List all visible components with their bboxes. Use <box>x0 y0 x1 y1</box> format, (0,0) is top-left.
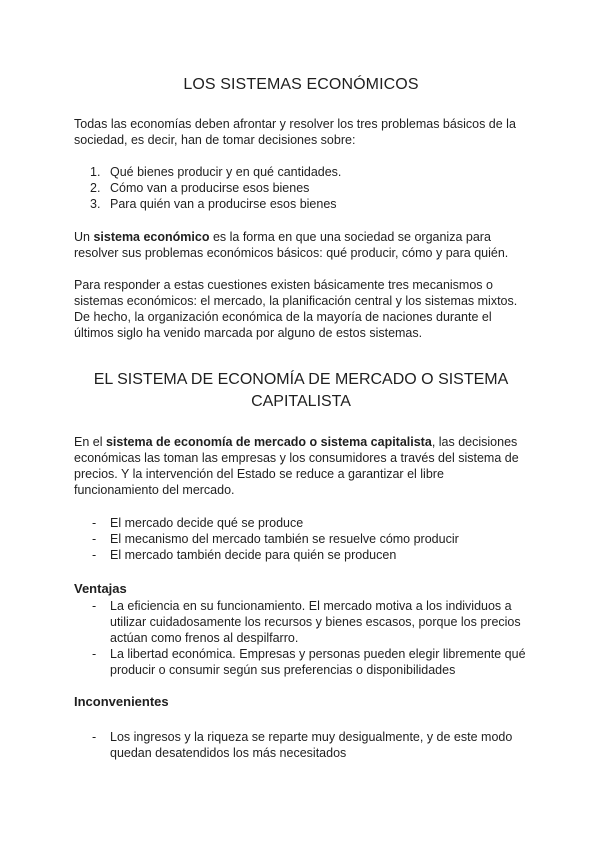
advantages-heading: Ventajas <box>74 581 127 596</box>
drawbacks-heading: Inconvenientes <box>74 694 169 709</box>
section-title: EL SISTEMA DE ECONOMÍA DE MERCADO O SISTEMA CAPITALISTA <box>93 371 509 410</box>
market-definition-paragraph: En el sistema de economía de mercado o sistema capitalista, las decisiones económicas las toman las empresas y los consumidores a través del sistema de precios. Y la intervención del Estado se reduce a garantizar el libre funcionamiento del mercado. <box>74 435 519 497</box>
definition-paragraph: Un sistema económico es la forma en que una sociedad se organiza para resolver sus problemas económicos básicos: qué producir, cómo y para quién. <box>74 230 509 260</box>
market-points-list <box>74 515 528 563</box>
list-item: - El mercado también decide para quién se producen <box>92 548 397 562</box>
list-item: - La libertad económica. Empresas y personas pueden elegir libremente qué producir o consumir según sus preferencias o disponibilidades <box>92 647 526 677</box>
list-item: 2. Cómo van a producirse esos bienes <box>90 181 310 195</box>
list-item: 3. Para quién van a producirse esos bienes <box>90 197 337 211</box>
list-item: - La eficiencia en su funcionamiento. El mercado motiva a los individuos a utilizar cuidadosamente los recursos y bienes escasos, porque los precios actúan como frenos al despilfarro. <box>92 599 521 645</box>
list-item: 1. Qué bienes producir y en qué cantidades. <box>90 165 342 179</box>
definition-term: sistema económico <box>93 230 210 244</box>
document-title: LOS SISTEMAS ECONÓMICOS <box>183 76 419 93</box>
document-body <box>74 74 528 761</box>
intro-paragraph: Todas las economías deben afrontar y resolver los tres problemas básicos de la sociedad, es decir, han de tomar decisiones sobre: <box>74 117 516 147</box>
questions-list <box>74 164 528 212</box>
list-item: - El mercado decide qué se produce <box>92 516 304 530</box>
list-item: - Los ingresos y la riqueza se reparte muy desigualmente, y de este modo quedan desatendidos los más necesitados <box>92 730 513 760</box>
drawbacks-list <box>74 729 528 761</box>
mechanisms-paragraph: Para responder a estas cuestiones existen básicamente tres mecanismos o sistemas económicos: el mercado, la planificación central y los sistemas mixtos. De hecho, la organización económica de la mayoría de naciones durante el últimos siglo ha venido marcada por alguno de estos sistemas. <box>74 278 518 340</box>
market-definition-term: sistema de economía de mercado o sistema capitalista <box>105 435 432 449</box>
list-item: - El mecanismo del mercado también se resuelve cómo producir <box>92 532 459 546</box>
advantages-list <box>74 598 528 678</box>
